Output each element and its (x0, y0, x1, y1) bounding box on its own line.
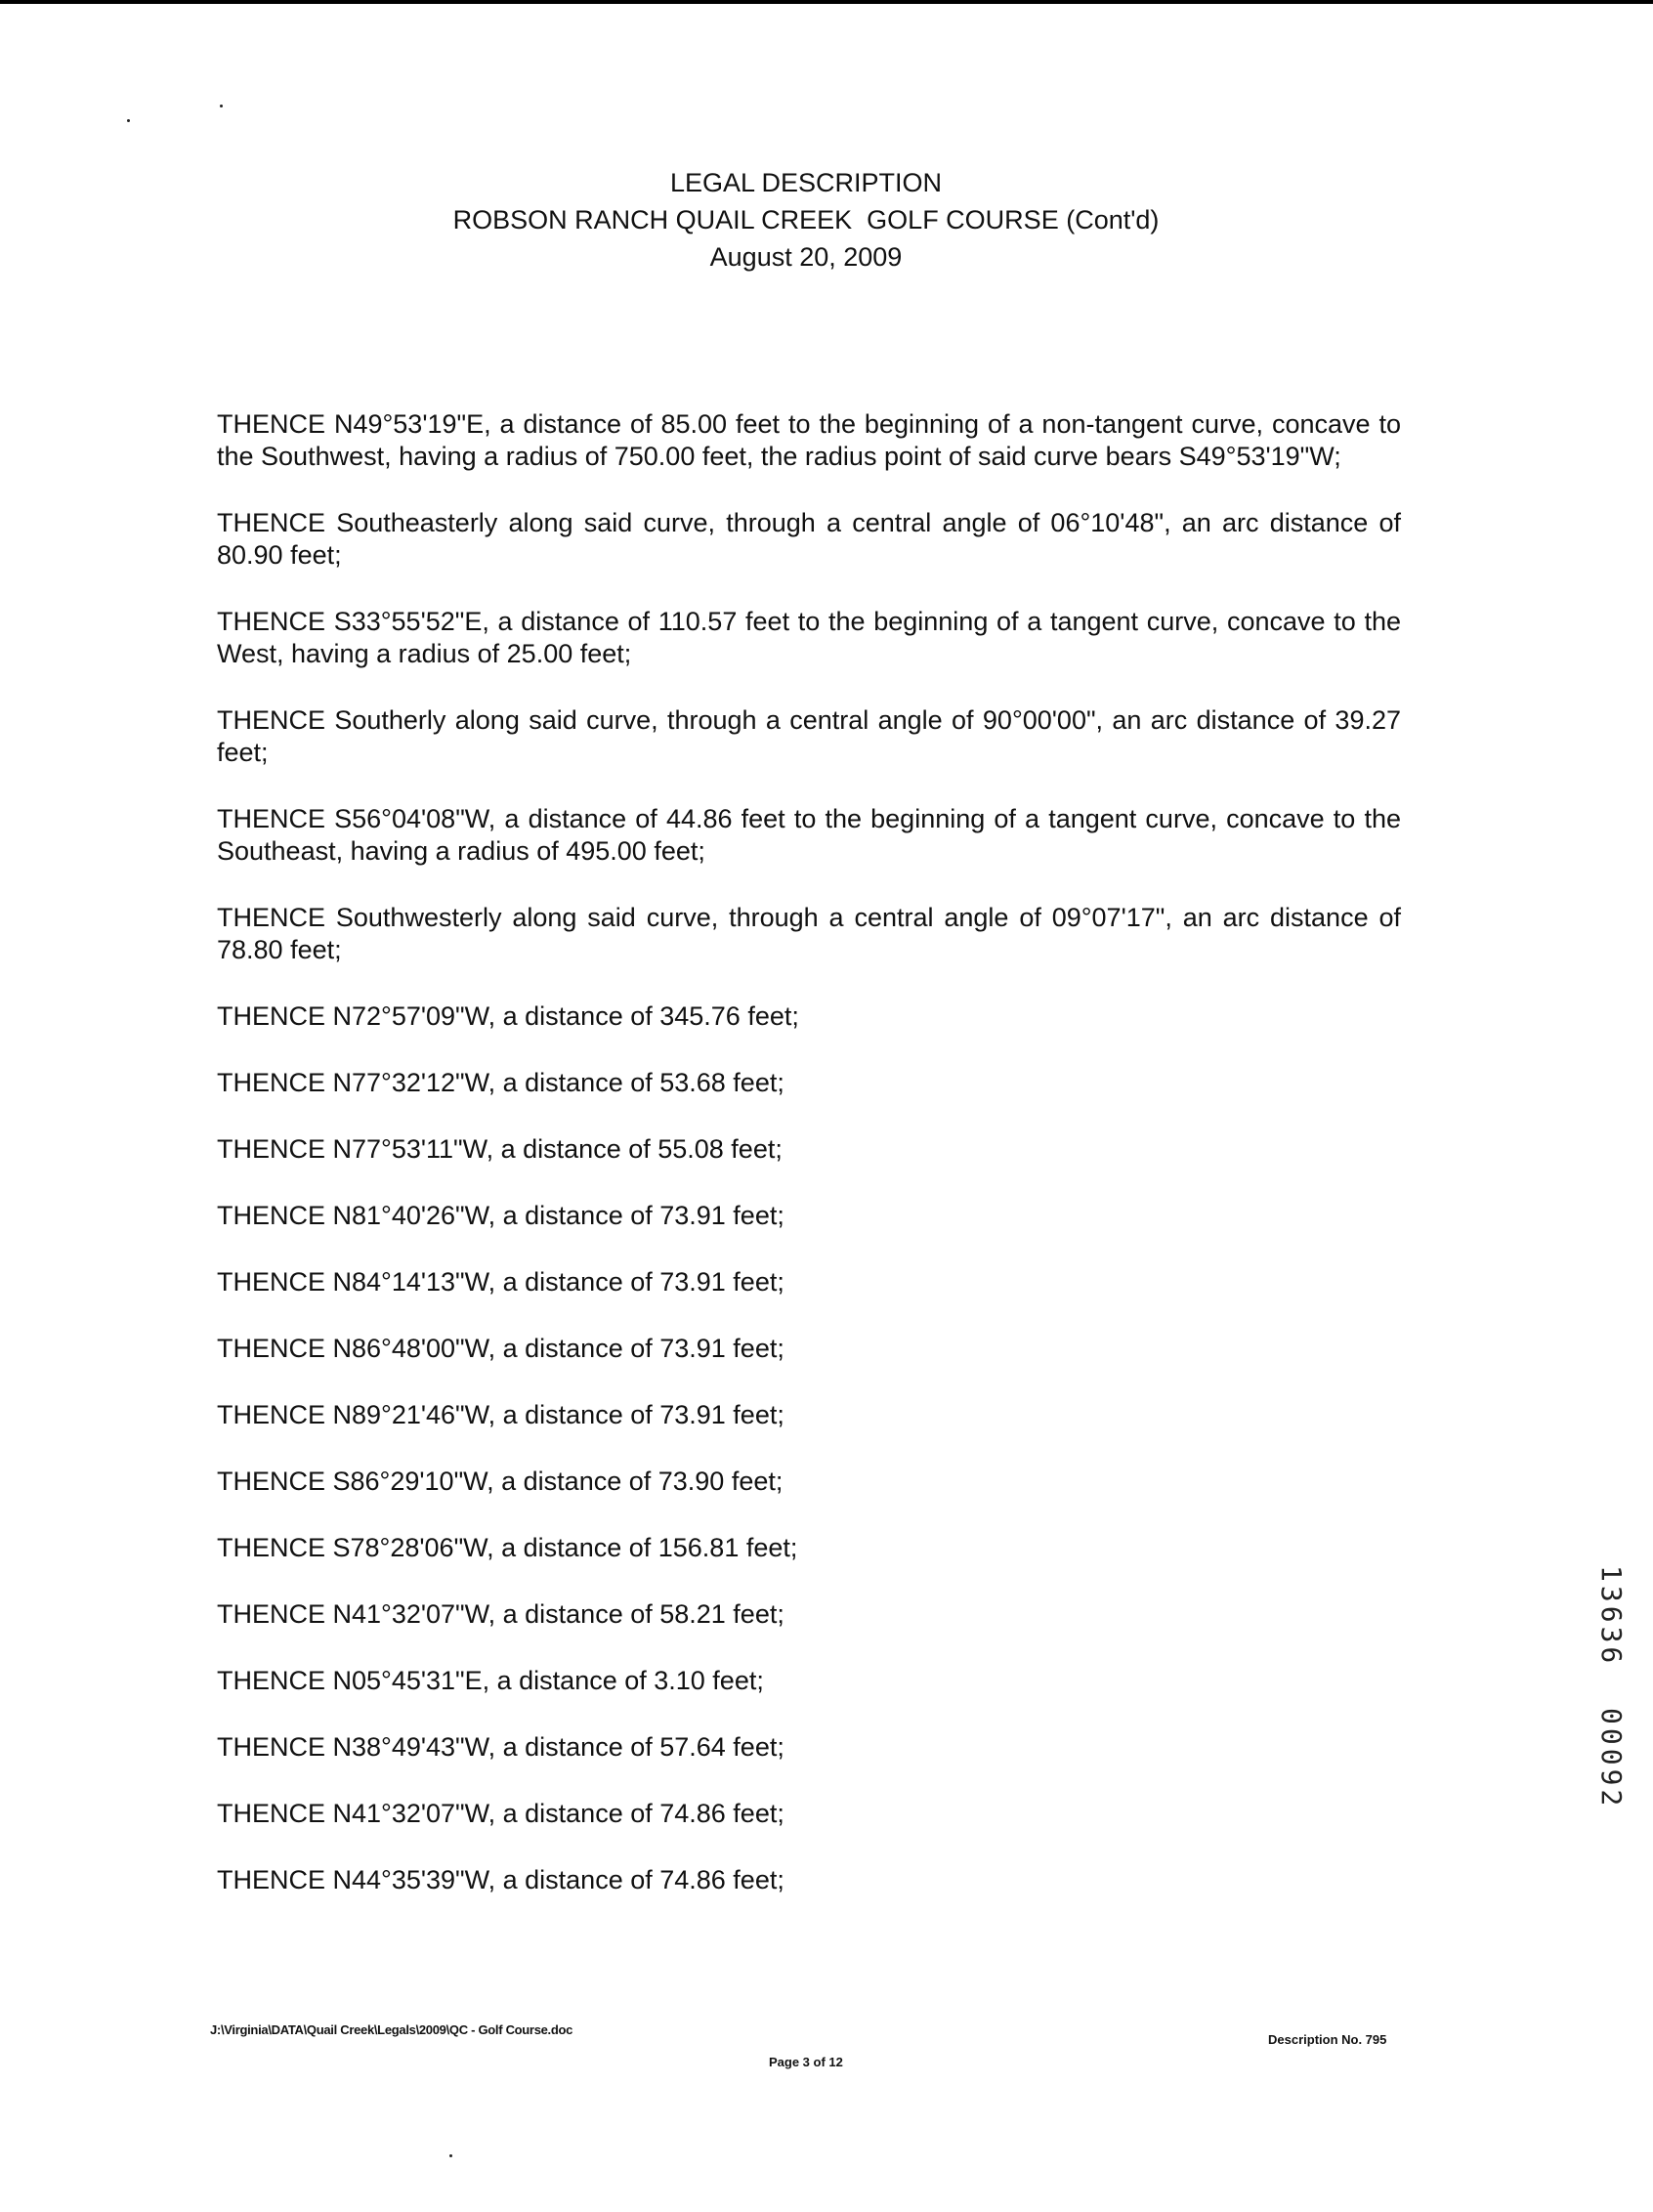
course-call-paragraph: THENCE Southerly along said curve, through a central angle of 90°00'00", an arc distance of 39.27 feet; (217, 705, 1401, 767)
document-title: LEGAL DESCRIPTION (669, 168, 943, 197)
course-call-paragraph: THENCE N41°32'07"W, a distance of 58.21 feet; (217, 1599, 784, 1629)
scan-speck (220, 105, 223, 107)
course-call-paragraph: THENCE N41°32'07"W, a distance of 74.86 feet; (217, 1799, 784, 1828)
legal-description-body (217, 408, 1401, 1931)
top-border-rule (0, 0, 1653, 4)
course-call-paragraph: THENCE S33°55'52"E, a distance of 110.57 feet to the beginning of a tangent curve, concave to the West, having a radius of 25.00 feet; (217, 607, 1401, 668)
course-call-paragraph: THENCE N72°57'09"W, a distance of 345.76 feet; (217, 1001, 799, 1031)
course-call-paragraph: THENCE S86°29'10"W, a distance of 73.90 feet; (217, 1467, 784, 1496)
course-call-paragraph: THENCE N49°53'19"E, a distance of 85.00 feet to the beginning of a non-tangent curve, concave to the Southwest, having a radius of 750.00 feet, the radius point of said curve bears S49°53'19"W; (217, 409, 1401, 471)
course-call-paragraph: THENCE N84°14'13"W, a distance of 73.91 feet; (217, 1267, 784, 1297)
course-call-paragraph: THENCE N89°21'46"W, a distance of 73.91 feet; (217, 1400, 784, 1429)
course-call-paragraph: THENCE N81°40'26"W, a distance of 73.91 feet; (217, 1201, 784, 1230)
document-date: August 20, 2009 (709, 242, 903, 272)
course-call-paragraph: THENCE S56°04'08"W, a distance of 44.86 feet to the beginning of a tangent curve, concave to the Southeast, having a radius of 495.00 feet; (217, 804, 1401, 866)
recording-stamp-number: 13636 00092 (1595, 1565, 1628, 1810)
document-subtitle: ROBSON RANCH QUAIL CREEK GOLF COURSE (Cont'd) (452, 205, 1160, 234)
course-call-paragraph: THENCE N77°53'11"W, a distance of 55.08 feet; (217, 1134, 783, 1164)
footer-page-number: Page 3 of 12 (769, 2055, 843, 2069)
recording-stamp (1594, 1565, 1628, 1829)
course-call-paragraph: THENCE N86°48'00"W, a distance of 73.91 feet; (217, 1334, 784, 1363)
course-call-paragraph: THENCE N77°32'12"W, a distance of 53.68 feet; (217, 1068, 784, 1097)
scan-speck (127, 119, 130, 122)
course-call-paragraph: THENCE Southeasterly along said curve, through a central angle of 06°10'48", an arc distance of 80.90 feet; (217, 508, 1401, 570)
course-call-paragraph: THENCE Southwesterly along said curve, through a central angle of 09°07'17", an arc distance of 78.80 feet; (217, 903, 1401, 964)
course-call-paragraph: THENCE N38°49'43"W, a distance of 57.64 feet; (217, 1732, 784, 1762)
course-call-paragraph: THENCE S78°28'06"W, a distance of 156.81 feet; (217, 1533, 798, 1562)
document-header (0, 164, 1612, 276)
scan-speck (449, 2154, 452, 2157)
footer-description-number: Description No. 795 (1268, 2032, 1387, 2047)
course-call-paragraph: THENCE N05°45'31"E, a distance of 3.10 feet; (217, 1666, 764, 1695)
course-call-paragraph: THENCE N44°35'39"W, a distance of 74.86 feet; (217, 1865, 784, 1894)
footer-file-path: J:\Virginia\DATA\Quail Creek\Legals\2009\QC - Golf Course.doc (210, 2022, 573, 2037)
